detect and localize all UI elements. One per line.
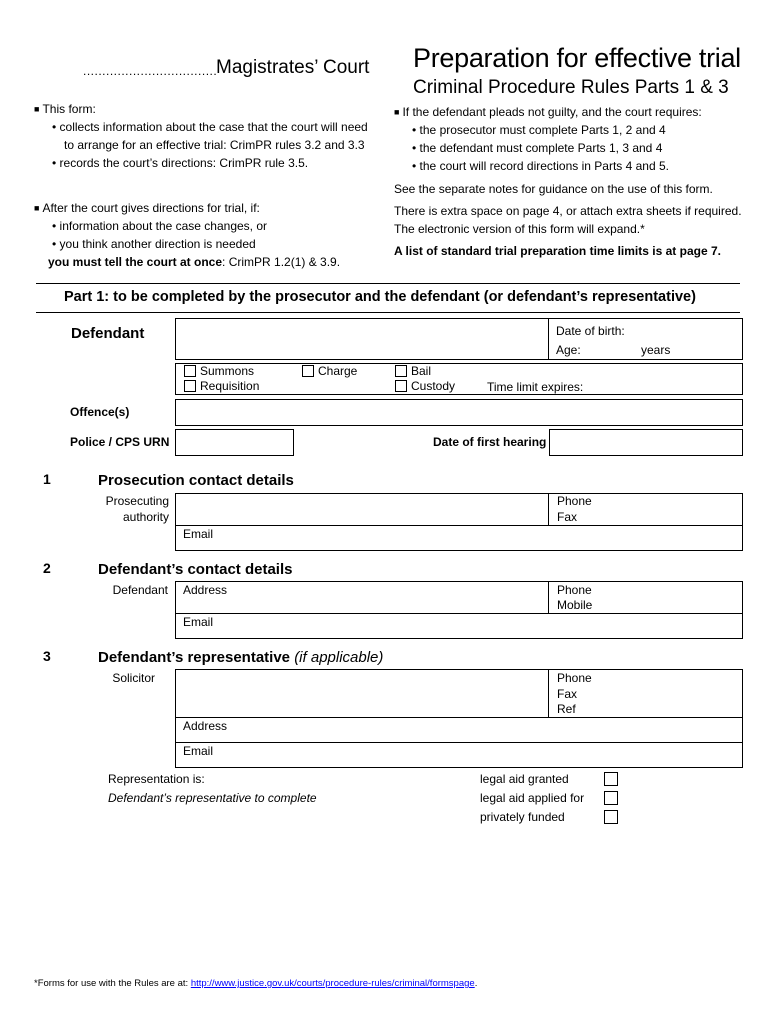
intro-bullet-4: you think another direction is needed xyxy=(59,237,256,251)
legal-aid-granted-checkbox[interactable] xyxy=(604,772,618,786)
urn-label: Police / CPS URN xyxy=(70,435,170,449)
urn-field[interactable] xyxy=(175,429,294,456)
time-limits-note: A list of standard trial preparation time limits is at page 7. xyxy=(394,244,721,258)
section-2-title: Defendant’s contact details xyxy=(98,561,293,578)
legal-aid-applied-label: legal aid applied for xyxy=(480,791,585,805)
legal-aid-applied-checkbox[interactable] xyxy=(604,791,618,805)
charge-checkbox[interactable] xyxy=(302,365,314,377)
years-label: years xyxy=(641,343,671,357)
footer xyxy=(34,978,477,989)
s3-email-label: Email xyxy=(183,744,214,758)
section-3-title-note: (if applicable) xyxy=(294,649,384,666)
section-3-title-text: Defendant’s representative xyxy=(98,649,291,666)
requisition-option[interactable] xyxy=(184,379,259,393)
representation-note: Defendant’s representative to complete xyxy=(108,791,317,805)
age-label: Age: xyxy=(556,343,581,357)
part1-top-rule xyxy=(36,283,740,284)
expand-text: The electronic version of this form will expand.* xyxy=(394,222,645,236)
prosecuting-label: Prosecuting xyxy=(105,494,169,508)
s3-divider xyxy=(548,669,549,718)
s3-phone-label: Phone xyxy=(557,671,592,685)
part1-title: Part 1: to be completed by the prosecutor and the defendant (or defendant’s representative) xyxy=(64,289,696,305)
intro-bullet-1-cont: to arrange for an effective trial: CrimPR rules 3.2 and 3.3 xyxy=(64,138,365,152)
page-subtitle: Criminal Procedure Rules Parts 1 & 3 xyxy=(413,77,729,98)
bail-label: Bail xyxy=(411,364,432,378)
footer-text: *Forms for use with the Rules are at: xyxy=(34,978,191,989)
offences-label: Offence(s) xyxy=(70,405,130,419)
custody-option[interactable] xyxy=(395,379,455,393)
prosecuting-authority-field[interactable] xyxy=(175,493,743,526)
intro-right: ■ If the defendant pleads not guilty, and the court requires: • the prosecutor must complete Parts 1, 2 and 4 • the defendant must complete Parts 1, 3 and 4 • the court will record directions in Parts 4 and 5. xyxy=(394,105,702,173)
s3-address-label: Address xyxy=(183,719,228,733)
s3-fax-label: Fax xyxy=(557,687,578,701)
section-2-number: 2 xyxy=(43,560,51,576)
this-form-label: This form: xyxy=(42,102,96,116)
summons-label: Summons xyxy=(200,364,255,378)
defendant-label: Defendant xyxy=(71,325,145,342)
section-1-number: 1 xyxy=(43,471,51,487)
solicitor-label: Solicitor xyxy=(112,671,155,685)
dob-divider xyxy=(548,318,549,360)
right-bullet-3: the court will record directions in Parts 4 and 5. xyxy=(419,159,669,173)
custody-label: Custody xyxy=(411,379,456,393)
s2-email-field[interactable] xyxy=(175,613,743,639)
bail-checkbox[interactable] xyxy=(395,365,407,377)
court-label: Magistrates’ Court xyxy=(216,57,370,78)
intro-bullet-1: collects information about the case that the court will need xyxy=(59,120,368,134)
section-1-title: Prosecution contact details xyxy=(98,472,294,489)
privately-funded-checkbox[interactable] xyxy=(604,810,618,824)
court-name-blank[interactable]: ................................... xyxy=(83,64,218,78)
legal-aid-granted-label: legal aid granted xyxy=(480,772,569,786)
s1-phone-label: Phone xyxy=(557,494,592,508)
extra-space-text: There is extra space on page 4, or attach extra sheets if required. xyxy=(394,204,742,218)
authority-label: authority xyxy=(122,510,169,524)
notes-text: See the separate notes for guidance on the use of this form. xyxy=(394,182,713,196)
custody-checkbox[interactable] xyxy=(395,380,407,392)
first-hearing-field[interactable] xyxy=(549,429,743,456)
s2-defendant-label: Defendant xyxy=(112,583,168,597)
intro-left-after: ■ After the court gives directions for trial, if: • information about the case changes, or • you think another direction is needed you must tell the court at once: CrimPR 1.2(1) & 3.9. xyxy=(34,201,341,269)
intro-left: ■ This form: • collects information about the case that the court will need to arrange for an effective trial: CrimPR rules 3.2 and 3.3 • records the court’s directions: CrimPR rule 3.5. xyxy=(34,102,368,170)
first-hearing-label: Date of first hearing xyxy=(433,435,547,449)
section-3-title xyxy=(98,649,383,666)
page-title: Preparation for effective trial xyxy=(413,43,741,73)
if-not-guilty: If the defendant pleads not guilty, and the court requires: xyxy=(402,105,702,119)
time-limit-label: Time limit expires: xyxy=(487,380,584,394)
footer-end: . xyxy=(474,978,478,989)
charge-label: Charge xyxy=(318,364,358,378)
dob-label: Date of birth: xyxy=(556,324,625,338)
after-directions-label: After the court gives directions for trial, if: xyxy=(42,201,260,215)
tell-court-bold: you must tell the court at once xyxy=(48,255,223,269)
right-bullet-2: the defendant must complete Parts 1, 3 and 4 xyxy=(419,141,663,155)
s1-email-label: Email xyxy=(183,527,214,541)
s3-email-field[interactable] xyxy=(175,742,743,768)
s2-email-label: Email xyxy=(183,615,214,629)
s2-address-label: Address xyxy=(183,583,228,597)
s1-divider xyxy=(548,493,549,526)
right-bullet-1: the prosecutor must complete Parts 1, 2 and 4 xyxy=(419,123,666,137)
solicitor-field[interactable] xyxy=(175,669,743,718)
summons-checkbox[interactable] xyxy=(184,365,196,377)
intro-bullet-2: records the court’s directions: CrimPR rule 3.5. xyxy=(59,156,309,170)
offences-field[interactable] xyxy=(175,399,743,426)
s2-phone-label: Phone xyxy=(557,583,592,597)
tell-court-rest: : CrimPR 1.2(1) & 3.9. xyxy=(222,255,341,269)
bail-option[interactable] xyxy=(395,364,431,378)
intro-bullet-3: information about the case changes, or xyxy=(59,219,268,233)
case-type-box xyxy=(175,363,743,395)
s3-ref-label: Ref xyxy=(557,702,576,716)
requisition-label: Requisition xyxy=(200,379,260,393)
s1-email-field[interactable] xyxy=(175,525,743,551)
s2-mobile-label: Mobile xyxy=(557,598,593,612)
s1-fax-label: Fax xyxy=(557,510,578,524)
representation-label: Representation is: xyxy=(108,772,205,786)
charge-option[interactable] xyxy=(302,364,357,378)
s3-address-field[interactable] xyxy=(175,717,743,743)
privately-funded-label: privately funded xyxy=(480,810,565,824)
rules-link[interactable]: http://www.justice.gov.uk/courts/procedure-rules/criminal/formspage xyxy=(190,978,475,989)
s2-divider xyxy=(548,581,549,614)
section-3-number: 3 xyxy=(43,648,51,664)
s2-address-field[interactable] xyxy=(175,581,743,614)
requisition-checkbox[interactable] xyxy=(184,380,196,392)
part1-bottom-rule xyxy=(36,312,740,313)
summons-option[interactable] xyxy=(184,364,254,378)
